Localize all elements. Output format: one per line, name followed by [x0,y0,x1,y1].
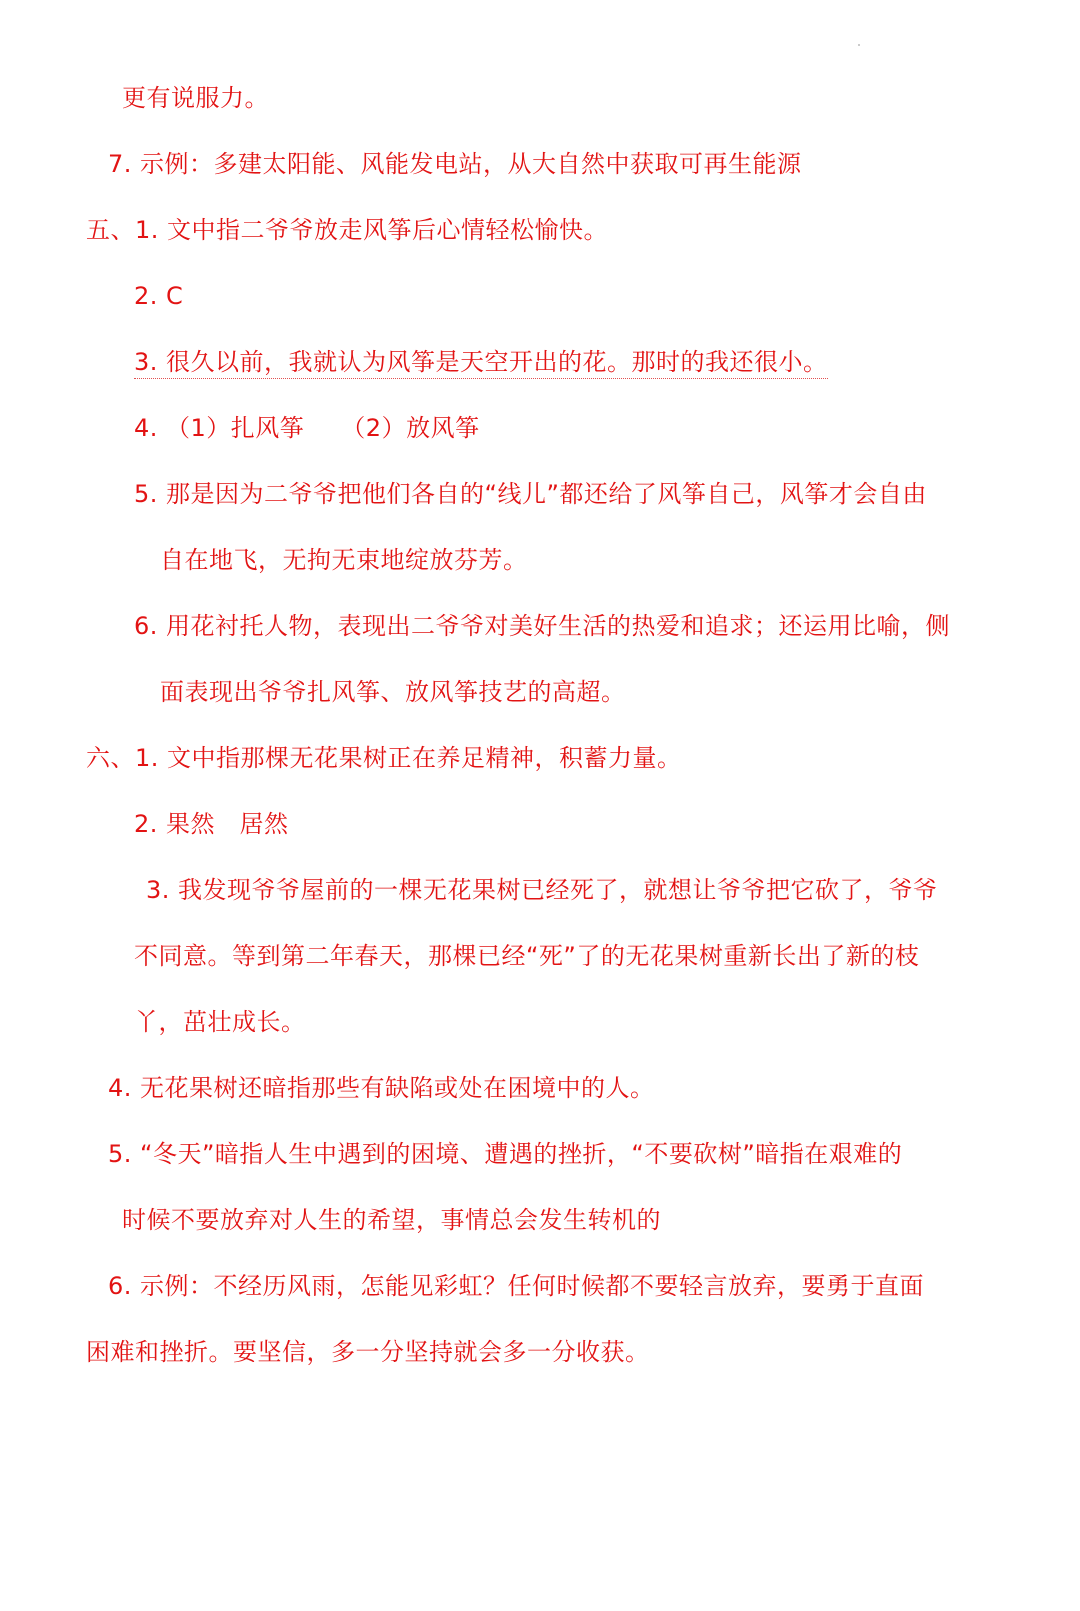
answer-line: 3. 我发现爷爷屋前的一棵无花果树已经死了，就想让爷爷把它砍了，爷爷 [146,876,938,904]
answer-line: 6. 示例：不经历风雨，怎能见彩虹？任何时候都不要轻言放弃，要勇于直面 [108,1272,925,1300]
answer-line: 5. “冬天”暗指人生中遇到的困境、遭遇的挫折，“不要砍树”暗指在艰难的 [108,1140,903,1168]
answer-line: 2. C [134,282,184,310]
section-five-answer-1: 五、1. 文中指二爷爷放走风筝后心情轻松愉快。 [86,216,609,244]
answer-line: 自在地飞，无拘无束地绽放芬芳。 [160,546,528,574]
answer-line: 7. 示例：多建太阳能、风能发电站，从大自然中获取可再生能源 [108,150,802,178]
underlined-answer: 3. 很久以前，我就认为风筝是天空开出的花。那时的我还很小。 [134,348,828,379]
answer-line: 不同意。等到第二年春天，那棵已经“死”了的无花果树重新长出了新的枝 [134,942,920,970]
answer-line: 6. 用花衬托人物，表现出二爷爷对美好生活的热爱和追求；还运用比喻，侧 [134,612,951,640]
scan-speck [858,44,860,46]
answer-line: 丫，茁壮成长。 [134,1008,306,1036]
section-six-answer-1: 六、1. 文中指那棵无花果树正在养足精神，积蓄力量。 [86,744,682,772]
answer-line: 困难和挫折。要坚信，多一分坚持就会多一分收获。 [86,1338,650,1366]
answer-line: 时候不要放弃对人生的希望，事情总会发生转机的 [122,1206,661,1234]
answer-line: 2. 果然 居然 [134,810,289,838]
answer-line [134,344,828,380]
answer-line: 4. （1）扎风筝 （2）放风筝 [134,414,480,442]
answer-line: 5. 那是因为二爷爷把他们各自的“线儿”都还给了风筝自己，风筝才会自由 [134,480,927,508]
answer-line: 面表现出爷爷扎风筝、放风筝技艺的高超。 [160,678,626,706]
answer-line: 更有说服力。 [122,84,269,112]
answer-line: 4. 无花果树还暗指那些有缺陷或处在困境中的人。 [108,1074,655,1102]
